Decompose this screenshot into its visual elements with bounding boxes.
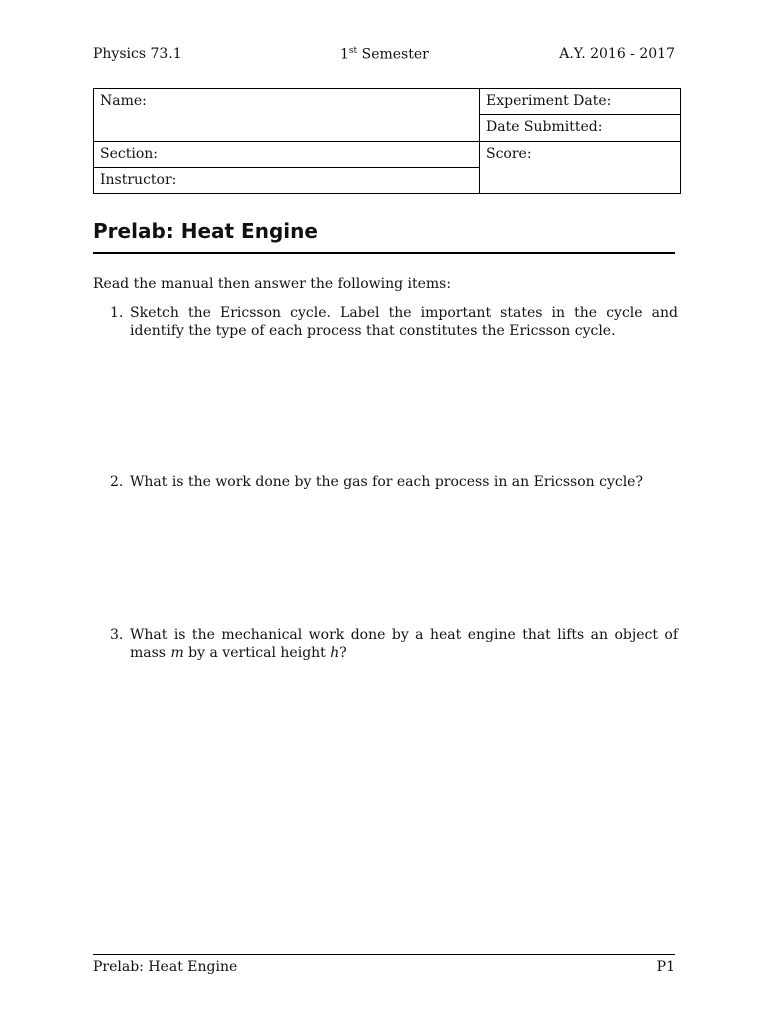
page-number: P1 — [656, 959, 675, 975]
question-3-text: What is the mechanical work done by a heat engine that lifts an object of mass m by a vertical height h? — [130, 627, 678, 661]
height-variable: h — [330, 645, 340, 661]
experiment-date-field[interactable]: Experiment Date: — [486, 93, 612, 109]
question-1-text: Sketch the Ericsson cycle. Label the important states in the cycle and identify the type of each process that constitutes the Ericsson cycle. — [130, 305, 678, 339]
course-name: Physics 73.1 — [93, 46, 182, 62]
footer-title: Prelab: Heat Engine — [93, 959, 238, 975]
question-number: 1. — [110, 305, 124, 321]
page-title: Prelab: Heat Engine — [93, 219, 318, 243]
instructions: Read the manual then answer the following items: — [93, 276, 452, 292]
footer-rule — [93, 954, 675, 955]
semester-number: 1 — [340, 46, 349, 63]
question-2-text: What is the work done by the gas for each process in an Ericsson cycle? — [130, 474, 643, 490]
question-number: 3. — [110, 627, 124, 643]
section-field[interactable]: Section: — [100, 146, 158, 162]
semester-text: Semester — [361, 46, 429, 63]
date-submitted-field[interactable]: Date Submitted: — [486, 119, 603, 135]
question-number: 2. — [110, 474, 124, 490]
student-info-table — [93, 88, 681, 194]
instructor-field[interactable]: Instructor: — [100, 172, 177, 188]
score-field[interactable]: Score: — [486, 146, 532, 162]
academic-year: A.Y. 2016 - 2017 — [559, 46, 675, 62]
mass-variable: m — [170, 645, 184, 661]
semester-ordinal: st — [348, 46, 358, 56]
name-field[interactable]: Name: — [100, 93, 147, 109]
semester-label — [340, 46, 429, 63]
title-rule — [93, 252, 675, 254]
